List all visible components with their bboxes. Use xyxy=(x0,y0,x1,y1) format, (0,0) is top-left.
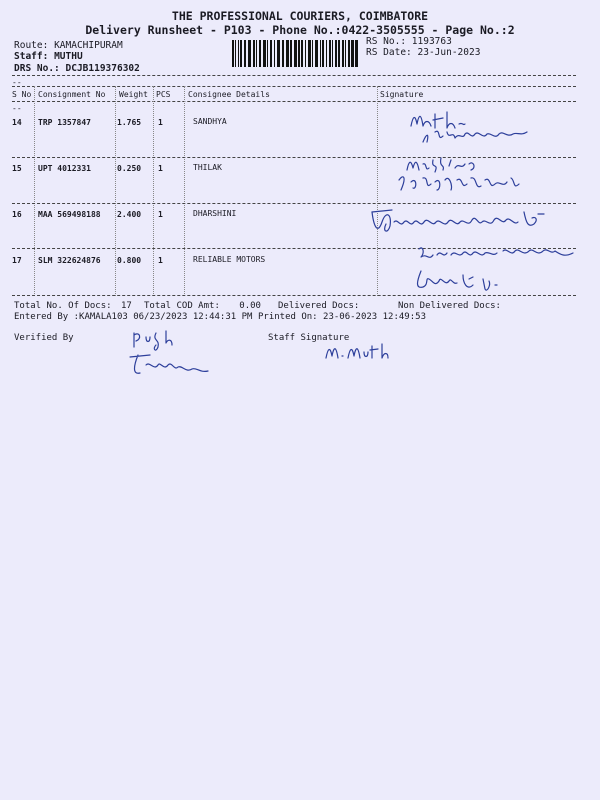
divider xyxy=(12,75,576,76)
barcode xyxy=(232,40,359,67)
cell-consignee: DHARSHINI xyxy=(193,209,237,218)
cell-pcs: 1 xyxy=(158,256,163,265)
col-header-consignment: Consignment No xyxy=(38,90,106,99)
printed-on-value: 23-06-2023 12:49:53 xyxy=(323,312,426,322)
divider xyxy=(12,86,576,87)
cell-sno: 17 xyxy=(12,256,22,265)
col-header-pcs: PCS xyxy=(156,90,171,99)
cell-sno: 14 xyxy=(12,118,22,127)
printed-on xyxy=(258,312,426,322)
delivered-docs-label: Delivered Docs: xyxy=(278,301,360,311)
total-docs xyxy=(14,301,132,311)
cell-consignment: TRP 1357847 xyxy=(38,118,91,127)
total-cod-label: Total COD Amt: xyxy=(144,301,220,311)
column-rule xyxy=(184,86,185,296)
drs-line xyxy=(14,63,140,74)
total-cod xyxy=(144,301,261,311)
total-cod-value: 0.00 xyxy=(239,301,261,311)
column-rule xyxy=(153,86,154,296)
staff-signature-scribble xyxy=(322,338,402,368)
printed-on-label: Printed On: xyxy=(258,312,318,322)
cell-pcs: 1 xyxy=(158,118,163,127)
cell-pcs: 1 xyxy=(158,210,163,219)
cell-sno: 15 xyxy=(12,164,22,173)
runsheet-title: Delivery Runsheet - P103 - Phone No.:0422-3505555 - Page No.:2 xyxy=(85,23,515,37)
column-rule xyxy=(115,86,116,296)
table-bottom-rule xyxy=(12,295,576,296)
rs-no-value: 1193763 xyxy=(411,36,452,47)
cell-consignment: SLM 322624876 xyxy=(38,256,101,265)
divider xyxy=(12,101,576,102)
non-delivered-docs-label: Non Delivered Docs: xyxy=(398,301,501,311)
cell-sno: 16 xyxy=(12,210,22,219)
cell-consignment: UPT 4012331 xyxy=(38,164,91,173)
col-header-sno: S No xyxy=(12,90,32,99)
total-docs-value: 17 xyxy=(120,301,132,311)
signature-scribble xyxy=(395,150,565,198)
rs-date-line xyxy=(366,47,480,58)
cell-consignee: THILAK xyxy=(193,163,222,172)
entered-by xyxy=(14,312,252,322)
drs-value: DCJB119376302 xyxy=(65,63,140,74)
cell-weight: 0.800 xyxy=(117,256,142,265)
signature-scribble xyxy=(405,241,580,295)
cell-weight: 2.400 xyxy=(117,210,142,219)
route-value: KAMACHIPURAM xyxy=(54,40,123,51)
route-label: Route: xyxy=(14,40,49,51)
cell-pcs: 1 xyxy=(158,164,163,173)
divider-mark: -- xyxy=(12,78,22,87)
row-mark: -- xyxy=(12,104,22,113)
column-rule xyxy=(34,86,35,296)
verified-by-label: Verified By xyxy=(14,333,74,343)
cell-weight: 0.250 xyxy=(117,164,142,173)
staff-signature-label: Staff Signature xyxy=(268,333,350,343)
staff-value: MUTHU xyxy=(54,51,83,62)
cell-consignment: MAA 569498188 xyxy=(38,210,101,219)
cell-consignee: RELIABLE MOTORS xyxy=(193,255,266,264)
rs-date-label: RS Date: xyxy=(366,47,412,58)
verified-signature xyxy=(120,325,220,380)
column-rule xyxy=(377,86,378,296)
total-docs-label: Total No. Of Docs: xyxy=(14,301,112,311)
company-name: THE PROFESSIONAL COURIERS, COIMBATORE xyxy=(171,9,429,23)
col-header-weight: Weight xyxy=(119,90,148,99)
entered-by-label: Entered By : xyxy=(14,312,80,322)
rs-date-value: 23-Jun-2023 xyxy=(417,47,481,58)
rs-no-label: RS No.: xyxy=(366,36,407,47)
entered-by-value: KAMALA103 06/23/2023 12:44:31 PM xyxy=(79,312,253,322)
col-header-consignee: Consignee Details xyxy=(188,90,270,99)
staff-label: Staff: xyxy=(14,51,49,62)
staff-line xyxy=(14,51,83,62)
rs-no-line xyxy=(366,36,452,47)
route-line xyxy=(14,40,123,51)
col-header-signature: Signature xyxy=(380,90,424,99)
drs-label: DRS No.: xyxy=(14,63,60,74)
cell-consignee: SANDHYA xyxy=(193,117,227,126)
cell-weight: 1.765 xyxy=(117,118,142,127)
signature-scribble xyxy=(405,104,545,144)
signature-scribble xyxy=(368,198,568,246)
